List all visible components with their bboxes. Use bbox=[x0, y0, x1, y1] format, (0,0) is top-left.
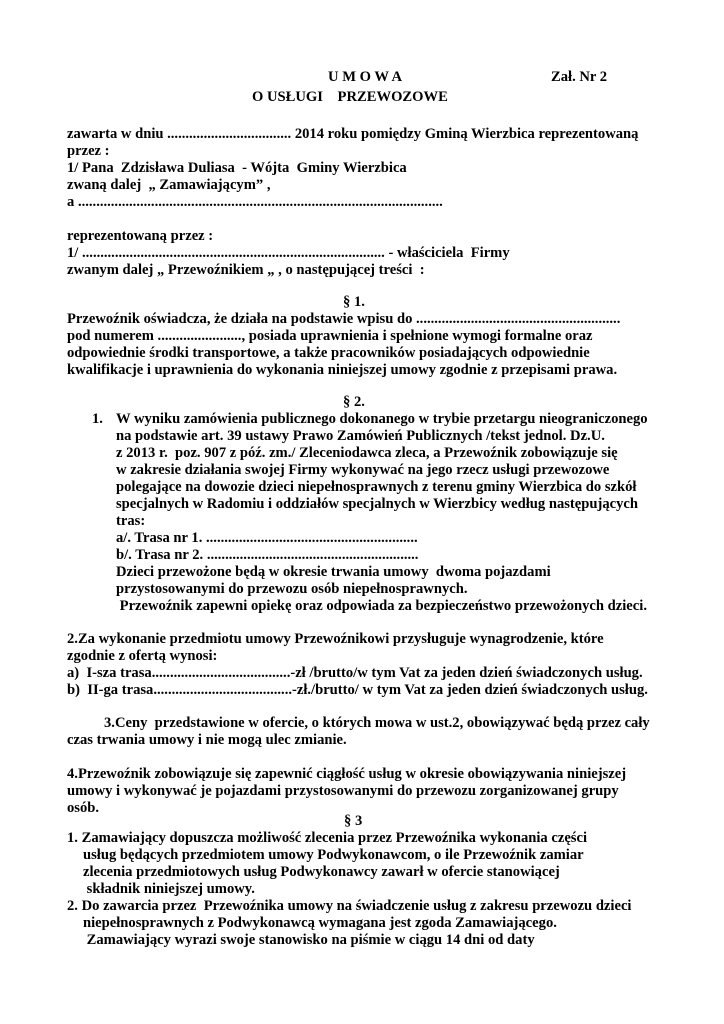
paragraph-line: 2.Za wykonanie przedmiotu umowy Przewoźnikowi przysługuje wynagrodzenie, które bbox=[67, 631, 604, 647]
paragraph-line: w zakresie działania swojej Firmy wykonywać na jego rzecz usługi przewozowe bbox=[116, 462, 610, 478]
paragraph-line: umowy i wykonywać je pojazdami przystosowanymi do przewozu zorganizowanej grupy bbox=[67, 783, 619, 799]
intro-line: reprezentowaną przez : bbox=[67, 228, 214, 244]
section-heading: § 2. bbox=[343, 394, 365, 410]
paragraph-line: przystosowanymi do przewozu osób niepełnosprawnych. bbox=[116, 581, 468, 597]
paragraph-line: z 2013 r. poz. 907 z póź. zm./ Zleceniodawca zleca, a Przewoźnik zobowiązuje się bbox=[116, 445, 618, 461]
intro-line: 1/ Pana Zdzisława Duliasa - Wójta Gminy Wierzbica bbox=[67, 160, 407, 176]
document-title: U M O W A bbox=[328, 69, 403, 85]
paragraph-line: czas trwania umowy i nie mogą ulec zmianie. bbox=[67, 732, 347, 748]
paragraph-line: Dzieci przewożone będą w okresie trwania umowy dwoma pojazdami bbox=[116, 564, 551, 580]
paragraph-line: 3.Ceny przedstawione w ofercie, o których mowa w ust.2, obowiązywać będą przez cały bbox=[104, 715, 650, 731]
paragraph-line: kwalifikacje i uprawnienia do wykonania niniejszej umowy zgodnie z przepisami prawa. bbox=[67, 362, 618, 378]
paragraph-line: na podstawie art. 39 ustawy Prawo Zamówień Publicznych /tekst jednol. Dz.U. bbox=[116, 428, 605, 444]
paragraph-line: polegające na dowozie dzieci niepełnosprawnych z terenu gminy Wierzbica do szkół bbox=[116, 479, 637, 495]
paragraph-line: 2. Do zawarcia przez Przewoźnika umowy na świadczenie usług z zakresu przewozu dzieci bbox=[67, 898, 632, 914]
paragraph-line: osób. bbox=[67, 800, 100, 816]
paragraph-line: W wyniku zamówienia publicznego dokonanego w trybie przetargu nieograniczonego bbox=[116, 411, 648, 427]
paragraph-line: tras: bbox=[116, 513, 146, 529]
list-number: 1. bbox=[92, 411, 103, 427]
intro-line: zwaną dalej „ Zamawiającym” , bbox=[67, 177, 271, 193]
intro-line: zwanym dalej „ Przewoźnikiem „ , o następującej treści : bbox=[67, 262, 425, 278]
intro-line: przez : bbox=[67, 143, 110, 159]
paragraph-line: pod numerem ......................., posiada uprawnienia i spełnione wymogi formalne oraz bbox=[67, 328, 593, 344]
price-line: a) I-sza trasa......................................-zł /brutto/w tym Vat za jeden dzień świadczonych usług. bbox=[67, 665, 643, 681]
paragraph-line: specjalnych w Radomiu i oddziałów specjalnych w Wierzbicy według następujących bbox=[116, 496, 639, 512]
paragraph-line: usług będących przedmiotem umowy Podwykonawcom, o ile Przewoźnik zamiar bbox=[83, 847, 584, 863]
paragraph-line: składnik niniejszej umowy. bbox=[83, 881, 255, 897]
price-line: b) II-ga trasa......................................-zł./brutto/ w tym Vat za jeden dzień świadczonych usług. bbox=[67, 682, 648, 698]
paragraph-line: 1. Zamawiający dopuszcza możliwość zlecenia przez Przewoźnika wykonania części bbox=[67, 830, 588, 846]
paragraph-line: 4.Przewoźnik zobowiązuje się zapewnić ciągłość usług w okresie obowiązywania niniejszej bbox=[67, 766, 627, 782]
section-heading: § 1. bbox=[343, 294, 365, 310]
attachment-number: Zał. Nr 2 bbox=[551, 69, 608, 85]
intro-line: 1/ ................................................................................... - właściciela Firmy bbox=[67, 245, 510, 261]
paragraph-line: zgodnie z ofertą wynosi: bbox=[67, 648, 218, 664]
paragraph-line: niepełnosprawnych z Podwykonawcą wymagana jest zgoda Zamawiającego. bbox=[83, 915, 557, 931]
paragraph-line: odpowiednie środki transportowe, a także pracowników posiadających odpowiednie bbox=[67, 345, 590, 361]
paragraph-line: Zamawiający wyrazi swoje stanowisko na piśmie w ciągu 14 dni od daty bbox=[83, 932, 535, 948]
section-heading: § 3 bbox=[344, 813, 363, 829]
route-line: a/. Trasa nr 1. .......................................................... bbox=[116, 530, 418, 546]
intro-line: a .................................................................................................... bbox=[67, 194, 443, 210]
route-line: b/. Trasa nr 2. .......................................................... bbox=[116, 547, 419, 563]
document-subtitle: O USŁUGI PRZEWOZOWE bbox=[252, 89, 448, 105]
paragraph-line: Przewoźnik oświadcza, że działa na podstawie wpisu do ........................................................ bbox=[67, 311, 621, 327]
intro-line: zawarta w dniu .................................. 2014 roku pomiędzy Gminą Wierzbica reprezentowaną bbox=[67, 126, 639, 142]
paragraph-line: Przewoźnik zapewni opiekę oraz odpowiada za bezpieczeństwo przewożonych dzieci. bbox=[116, 598, 647, 614]
paragraph-line: zlecenia przedmiotowych usług Podwykonawcy zawarł w ofercie stanowiącej bbox=[83, 864, 560, 880]
